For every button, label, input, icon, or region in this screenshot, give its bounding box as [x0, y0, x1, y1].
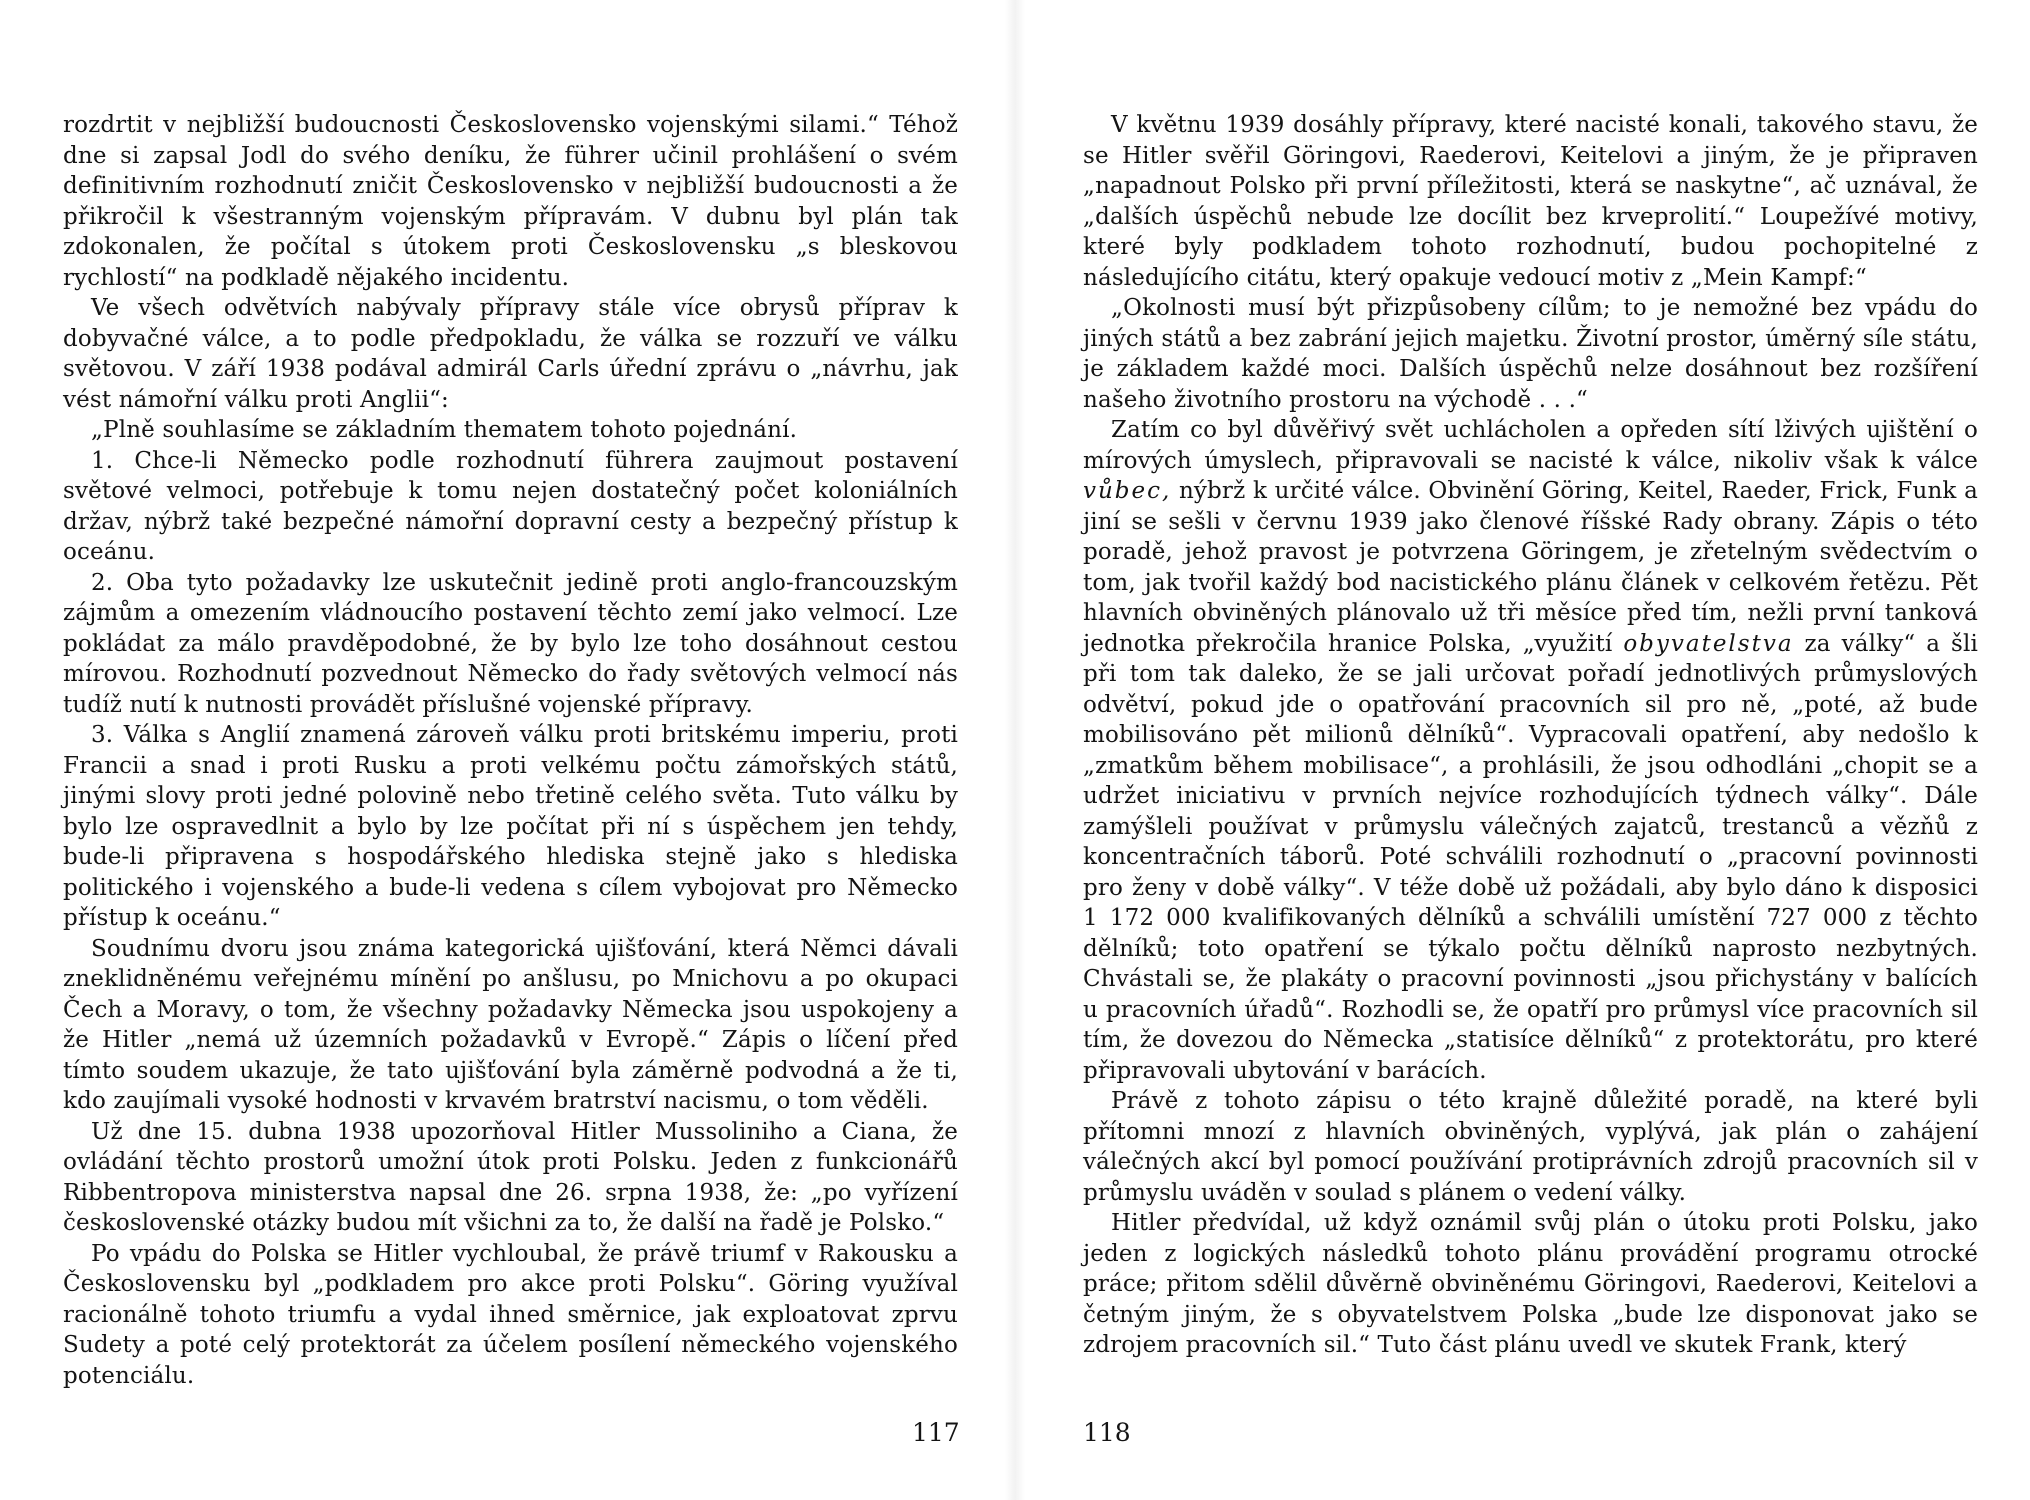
paragraph: rozdrtit v nejbližší budoucnosti Československo vojenskými silami.“ Téhož dne si zapsal Jodl do svého deníku, že führer učinil prohlášení o svém definitivním rozhodnutí zničit Československo v nejbližší budoucnosti a že přikročil k všestranným vojenským přípravám. V dubnu byl plán tak zdokonalen, že počítal s útokem proti Československu „s bleskovou rychlostí“ na podkladě nějakého incidentu. — [63, 112, 958, 291]
paragraph: Po vpádu do Polska se Hitler vychloubal, že právě triumf v Rakousku a Československu byl „podkladem pro akce proti Polsku“. Göring využíval racionálně tohoto triumfu a vydal ihned směrnice, jak exploatovat zprvu Sudety a poté celý protektorát za účelem posílení německého vojenského potenciálu. — [63, 1240, 958, 1389]
paragraph: V květnu 1939 dosáhly přípravy, které nacisté konali, takového stavu, že se Hitler svěřil Göringovi, Raederovi, Keitelovi a jiným, že je připraven „napadnout Polsko při první příležitosti, která se naskytne“, ač uznával, že „dalších úspěchů nebude lze docílit bez krveprolití.“ Loupežívé motivy, které byly podkladem tohoto rozhodnutí, budou pochopitelné z následujícího citátu, který opakuje vedoucí motiv z „Mein Kampf:“ — [1083, 112, 1978, 291]
text-run: za války“ a šli při tom tak daleko, že se jali určovat pořadí jednotlivých průmyslových odvětví, pokud jde o opatřování pracovních sil pro ně, „poté, až bude mobilisováno pět milionů dělníků“. Vypracovali opatření, aby nedošlo k „zmatkům během mobilisace“, a prohlásili, že jsou odhodláni „chopit se a udržet iniciativu v prvních nejvíce rozhodujících týdnech války“. Dále zamýšleli používat v průmyslu válečných zajatců, trestanců a vězňů z koncentračních táborů. Poté schválili rozhodnutí o „pracovní povinnosti pro ženy v době války“. V téže době už požádali, aby bylo dáno k disposici 1 172 000 kvalifikovaných dělníků a schválili umístění 727 000 z těchto dělníků; toto opatření se týkalo počtu dělníků naprosto nezbytných. Chvástali se, že plakáty o pracovní povinnosti „jsou přichystány v balících u pracovních úřadů“. Rozhodli se, že opatří pro průmysl více pracovních sil tím, že dovezou do Německa „statisíce dělníků“ z protektorátu, pro které připravovali ubytování v barácích. — [1083, 630, 1978, 1084]
right-text-column — [1083, 110, 1978, 1361]
emphasized-word: obyvatelstva — [1623, 630, 1794, 657]
paragraph: Už dne 15. dubna 1938 upozorňoval Hitler Mussoliniho a Ciana, že ovládání těchto prostorů umožní útok proti Polsku. Jeden z funkcionářů Ribbentropova ministerstva napsal dne 26. srpna 1938, že: „po vyřízení československé otázky budou mít všichni za to, že další na řadě je Polsko.“ — [63, 1118, 958, 1236]
paragraph: 2. Oba tyto požadavky lze uskutečnit jedině proti anglo-francouzským zájmům a omezením vládnoucího postavení těchto zemí jako velmocí. Lze pokládat za málo pravděpodobné, že by bylo lze toho dosáhnout cestou mírovou. Rozhodnutí pozvednout Německo do řady světových velmocí nás tudíž nutí k nutnosti provádět příslušné vojenské přípravy. — [63, 569, 958, 718]
paragraph: „Okolnosti musí být přizpůsobeny cílům; to je nemožné bez vpádu do jiných států a bez zabrání jejich majetku. Životní prostor, úměrný síle státu, je základem každé moci. Dalších úspěchů nelze dosáhnout bez rozšíření našeho životního prostoru na východě . . .“ — [1083, 295, 1978, 413]
paragraph: Soudnímu dvoru jsou známa kategorická ujišťování, která Němci dávali zneklidněnému veřejnému mínění po anšlusu, po Mnichovu a po okupaci Čech a Moravy, o tom, že všechny požadavky Německa jsou uspokojeny a že Hitler „nemá už územních požadavků v Evropě.“ Zápis o líčení před tímto soudem ukazuje, že tato ujišťování byla záměrně podvodná a že ti, kdo zaujímali vysoké hodnosti v krvavém bratrství nacismu, o tom věděli. — [63, 935, 958, 1114]
paragraph — [1083, 415, 1978, 1086]
page-number-left: 117 — [912, 1418, 960, 1447]
paragraph: Ve všech odvětvích nabývaly přípravy stále více obrysů příprav k dobyvačné válce, a to podle předpokladu, že válka se rozzuří ve válku světovou. V září 1938 podával admirál Carls úřední zprávu o „návrhu, jak vést námořní válku proti Anglii“: — [63, 295, 958, 413]
paragraph: 1. Chce-li Německo podle rozhodnutí führera zaujmout postavení světové velmoci, potřebuje k tomu nejen dostatečný počet koloniálních držav, nýbrž také bezpečné námořní dopravní cesty a bezpečný přístup k oceánu. — [63, 447, 958, 565]
paragraph: 3. Válka s Anglií znamená zároveň válku proti britskému imperiu, proti Francii a snad i proti Rusku a proti velkému počtu zámořských států, jinými slovy proti jedné polovině nebo třetině celého světa. Tuto válku by bylo lze ospravedlnit a bylo by lze počítat při ní s úspěchem jen tehdy, bude-li připravena s hospodářského hlediska stejně jako s hlediska politického i vojenského a bude-li vedena s cílem vybojovat pro Německo přístup k oceánu.“ — [63, 722, 958, 931]
page-number-right: 118 — [1083, 1418, 1131, 1447]
paragraph: Právě z tohoto zápisu o této krajně důležité poradě, na které byli přítomni mnozí z hlavních obviněných, vyplývá, jak plán o zahájení válečných akcí byl pomocí používání protiprávních zdrojů pracovních sil v průmyslu uváděn v soulad s plánem o vedení války. — [1083, 1088, 1978, 1206]
text-run: nýbrž k určité válce. Obvinění Göring, Keitel, Raeder, Frick, Funk a jiní se sešli v červnu 1939 jako členové říšské Rady obrany. Zápis o této poradě, jehož pravost je potvrzena Göringem, je zřetelným svědectvím o tom, jak tvořil každý bod nacistického plánu článek v celkovém řetězu. Pět hlavních obviněných plánovalo už tři měsíce před tím, nežli první tanková jednotka překročila hranice Polska, „využití — [1083, 478, 1978, 657]
emphasized-word: vůbec, — [1083, 478, 1172, 504]
right-page — [1015, 0, 2030, 1500]
text-run: Zatím co byl důvěřivý svět uchlácholen a opředen sítí lživých ujištění o mírových úmyslech, připravovali se nacisté k válce, nikoliv však k válce — [1083, 417, 1978, 474]
paragraph: Hitler předvídal, už když oznámil svůj plán o útoku proti Polsku, jako jeden z logických následků tohoto plánu provádění programu otrocké práce; přitom sdělil důvěrně obviněnému Göringovi, Raederovi, Keitelovi a četným jiným, že s obyvatelstvem Polska „bude lze disponovat jako se zdrojem pracovních sil.“ Tuto část plánu uvedl ve skutek Frank, který — [1083, 1210, 1978, 1358]
left-text-column — [63, 110, 958, 1391]
paragraph: „Plně souhlasíme se základním thematem tohoto pojednání. — [91, 417, 798, 443]
